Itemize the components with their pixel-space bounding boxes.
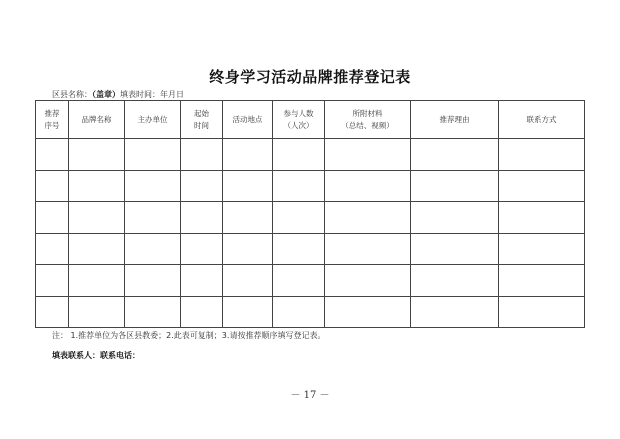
table-cell[interactable]	[325, 296, 411, 328]
table-cell[interactable]	[411, 170, 499, 202]
table-cell[interactable]	[181, 202, 223, 234]
table-cell[interactable]	[223, 265, 273, 297]
table-cell[interactable]	[273, 202, 325, 234]
table-cell[interactable]	[125, 296, 181, 328]
table-cell[interactable]	[499, 202, 585, 234]
table-cell[interactable]	[36, 233, 69, 265]
header-attachments	[325, 101, 411, 139]
table-cell[interactable]	[69, 296, 125, 328]
table-cell[interactable]	[181, 139, 223, 171]
table-cell[interactable]	[125, 170, 181, 202]
table-cell[interactable]	[69, 233, 125, 265]
table-cell[interactable]	[223, 233, 273, 265]
table-cell[interactable]	[411, 139, 499, 171]
footnote: 注： 1.推荐单位为各区县教委；2.此表可复制；3.请按推荐顺序填写登记表。	[52, 331, 326, 340]
table-cell[interactable]	[181, 233, 223, 265]
header-text: 推荐	[44, 108, 60, 118]
header-text: 时间	[194, 120, 209, 130]
table-row	[36, 170, 585, 202]
form-title: 终身学习活动品牌推荐登记表	[209, 68, 411, 86]
table-cell[interactable]	[181, 296, 223, 328]
seal-label: （盖章）	[92, 90, 120, 99]
table-cell[interactable]	[273, 296, 325, 328]
table-cell[interactable]	[69, 170, 125, 202]
contact-line: 填表联系人：联系电话：	[52, 351, 140, 360]
table-row	[36, 233, 585, 265]
fill-date-label: 填表时间：年月日	[120, 90, 184, 99]
table-cell[interactable]	[181, 170, 223, 202]
registration-table	[35, 100, 585, 328]
table-header-row	[36, 101, 585, 139]
table-cell[interactable]	[36, 170, 69, 202]
table-cell[interactable]	[223, 202, 273, 234]
table-cell[interactable]	[223, 296, 273, 328]
header-venue	[223, 101, 273, 139]
header-text: （人次）	[283, 120, 314, 130]
table-row	[36, 296, 585, 328]
table-cell[interactable]	[499, 233, 585, 265]
table-cell[interactable]	[325, 170, 411, 202]
header-contact	[499, 101, 585, 139]
header-text: 品牌名称	[81, 114, 112, 124]
table-cell[interactable]	[499, 265, 585, 297]
table-cell[interactable]	[499, 139, 585, 171]
table-cell[interactable]	[223, 170, 273, 202]
table-row	[36, 202, 585, 234]
table-cell[interactable]	[411, 265, 499, 297]
header-text: 活动地点	[232, 114, 263, 124]
table-cell[interactable]	[411, 202, 499, 234]
table-cell[interactable]	[325, 202, 411, 234]
table-cell[interactable]	[325, 265, 411, 297]
table-cell[interactable]	[411, 296, 499, 328]
header-reason	[411, 101, 499, 139]
table-cell[interactable]	[499, 296, 585, 328]
form-meta	[52, 89, 184, 100]
table-cell[interactable]	[273, 170, 325, 202]
table-cell[interactable]	[273, 233, 325, 265]
header-text: （总结、视频）	[341, 120, 394, 130]
table-cell[interactable]	[69, 139, 125, 171]
header-text: 起始	[194, 108, 209, 118]
header-text: 主办单位	[137, 114, 168, 124]
table-body	[36, 139, 585, 328]
header-brand-name	[69, 101, 125, 139]
table-cell[interactable]	[125, 265, 181, 297]
table-cell[interactable]	[36, 202, 69, 234]
table-cell[interactable]	[125, 139, 181, 171]
header-organizer	[125, 101, 181, 139]
table-cell[interactable]	[499, 170, 585, 202]
table-cell[interactable]	[36, 139, 69, 171]
header-participants	[273, 101, 325, 139]
table-cell[interactable]	[36, 265, 69, 297]
table-cell[interactable]	[273, 139, 325, 171]
header-start-time	[181, 101, 223, 139]
table-cell[interactable]	[69, 265, 125, 297]
header-text: 序号	[44, 120, 60, 130]
page-number: － 17 －	[290, 390, 330, 401]
table-row	[36, 139, 585, 171]
header-text: 参与人数	[283, 108, 314, 118]
table-cell[interactable]	[181, 265, 223, 297]
header-text: 所附材料	[352, 108, 383, 118]
county-name-label: 区县名称：	[52, 90, 92, 99]
table-cell[interactable]	[223, 139, 273, 171]
header-text: 推荐理由	[439, 114, 470, 124]
table-cell[interactable]	[325, 233, 411, 265]
table-cell[interactable]	[325, 139, 411, 171]
header-recommend-number	[36, 101, 69, 139]
table-row	[36, 265, 585, 297]
table-cell[interactable]	[411, 233, 499, 265]
table-cell[interactable]	[36, 296, 69, 328]
table-cell[interactable]	[125, 233, 181, 265]
table-cell[interactable]	[273, 265, 325, 297]
header-text: 联系方式	[526, 114, 557, 124]
table-cell[interactable]	[69, 202, 125, 234]
table-cell[interactable]	[125, 202, 181, 234]
